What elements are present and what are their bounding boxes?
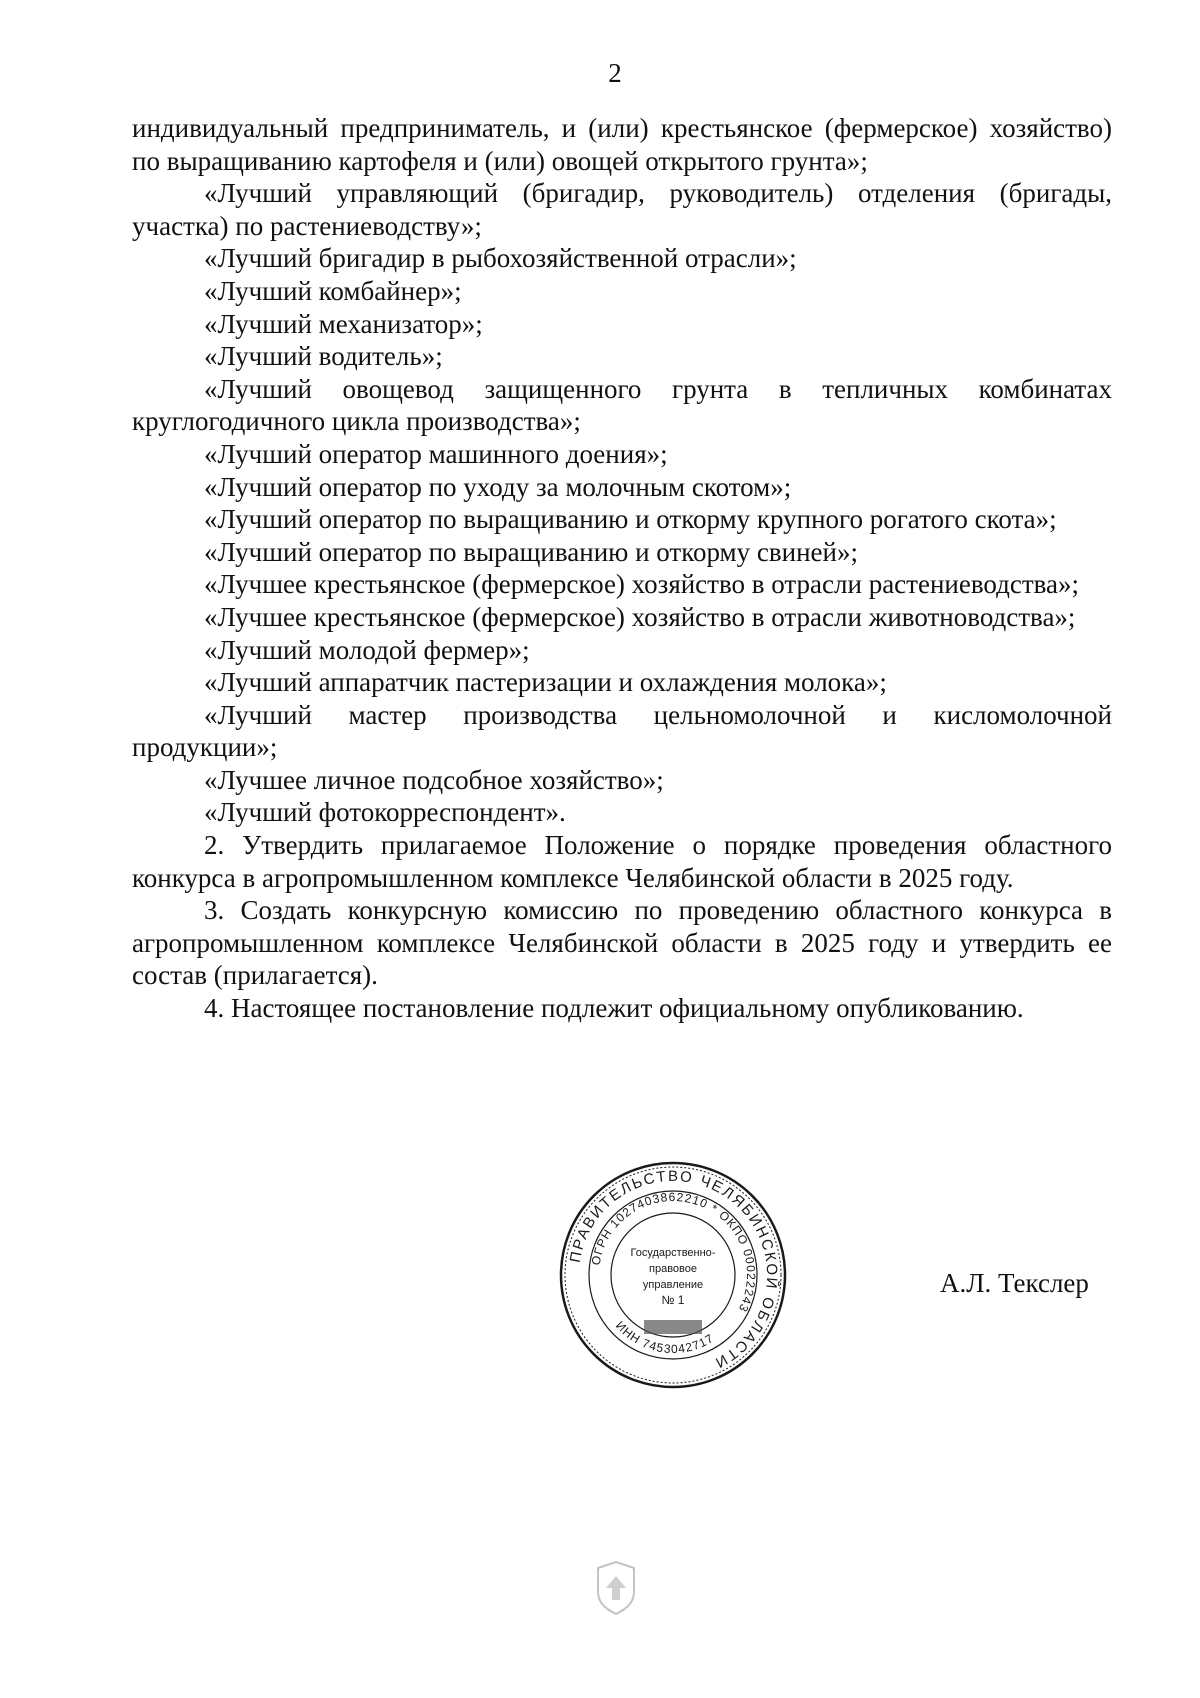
nomination-item: «Лучший оператор по выращиванию и откорму крупного рогатого скота»; [204,504,1057,535]
seal-inner-text: ОГРН 1027403862210 * ОКПО 00022243 [588,1189,759,1315]
signatory-name: А.Л. Текслер [940,1268,1089,1298]
nomination-item: «Лучший оператор машинного доения»; [204,438,668,469]
nomination-item: «Лучший механизатор»; [204,308,483,339]
nomination-item: «Лучшее крестьянское (фермерское) хозяйство в отрасли растениеводства»; [204,569,1080,600]
paragraph: индивидуальный предприниматель, и (или) крестьянское (фермерское) хозяйство) по выращиванию картофеля и (или) овощей открытого грунта»; [132,113,1112,176]
nomination-item: «Лучший аппаратчик пастеризации и охлаждения молока»; [204,667,887,698]
nomination-item: «Лучший бригадир в рыбохозяйственной отрасли»; [204,243,797,274]
resolution-clause: 2. Утвердить прилагаемое Положение о порядке проведения областного конкурса в агропромышленном комплексе Челябинской области в 2025 году. [132,830,1112,893]
nomination-item: «Лучший водитель»; [204,341,443,372]
nomination-item: «Лучшее крестьянское (фермерское) хозяйство в отрасли животноводства»; [204,601,1076,632]
seal-center-line: правовое [649,1263,697,1275]
official-seal-icon [558,1160,788,1390]
document-body [132,112,1112,1025]
seal-center-line: управление [642,1279,704,1291]
seal-center-line: Государственно- [630,1247,716,1259]
nomination-item: «Лучший фотокорреспондент». [204,797,566,828]
resolution-clause: 3. Создать конкурсную комиссию по проведению областного конкурса в агропромышленном комплексе Челябинской области в 2025 году и утвердить ее состав (прилагается). [132,895,1112,991]
nomination-item: «Лучший овощевод защищенного грунта в тепличных комбинатах круглогодичного цикла производства»; [132,373,1112,437]
seal-inn-text: ИНН 7453042717 [612,1318,717,1357]
nomination-item: «Лучший оператор по уходу за молочным скотом»; [204,471,792,502]
seal-center-line: № 1 [661,1293,685,1307]
nomination-item: «Лучший молодой фермер»; [204,634,530,665]
page-number: 2 [608,58,622,88]
nomination-item: «Лучший комбайнер»; [204,275,462,306]
nomination-item: «Лучший управляющий (бригадир, руководитель) отделения (бригады, участка) по растениеводству»; [132,178,1112,241]
nomination-item: «Лучший оператор по выращиванию и откорму свиней»; [204,536,858,567]
seal-outer-text: ПРАВИТЕЛЬСТВО ЧЕЛЯБИНСКОЙ ОБЛАСТИ [566,1167,781,1372]
nomination-item: «Лучшее личное подсобное хозяйство»; [204,764,664,795]
nomination-item: «Лучший мастер производства цельномолочной и кисломолочной продукции»; [132,699,1112,763]
resolution-clause: 4. Настоящее постановление подлежит официальному опубликованию. [204,993,1024,1024]
coat-of-arms-icon [592,1558,640,1616]
